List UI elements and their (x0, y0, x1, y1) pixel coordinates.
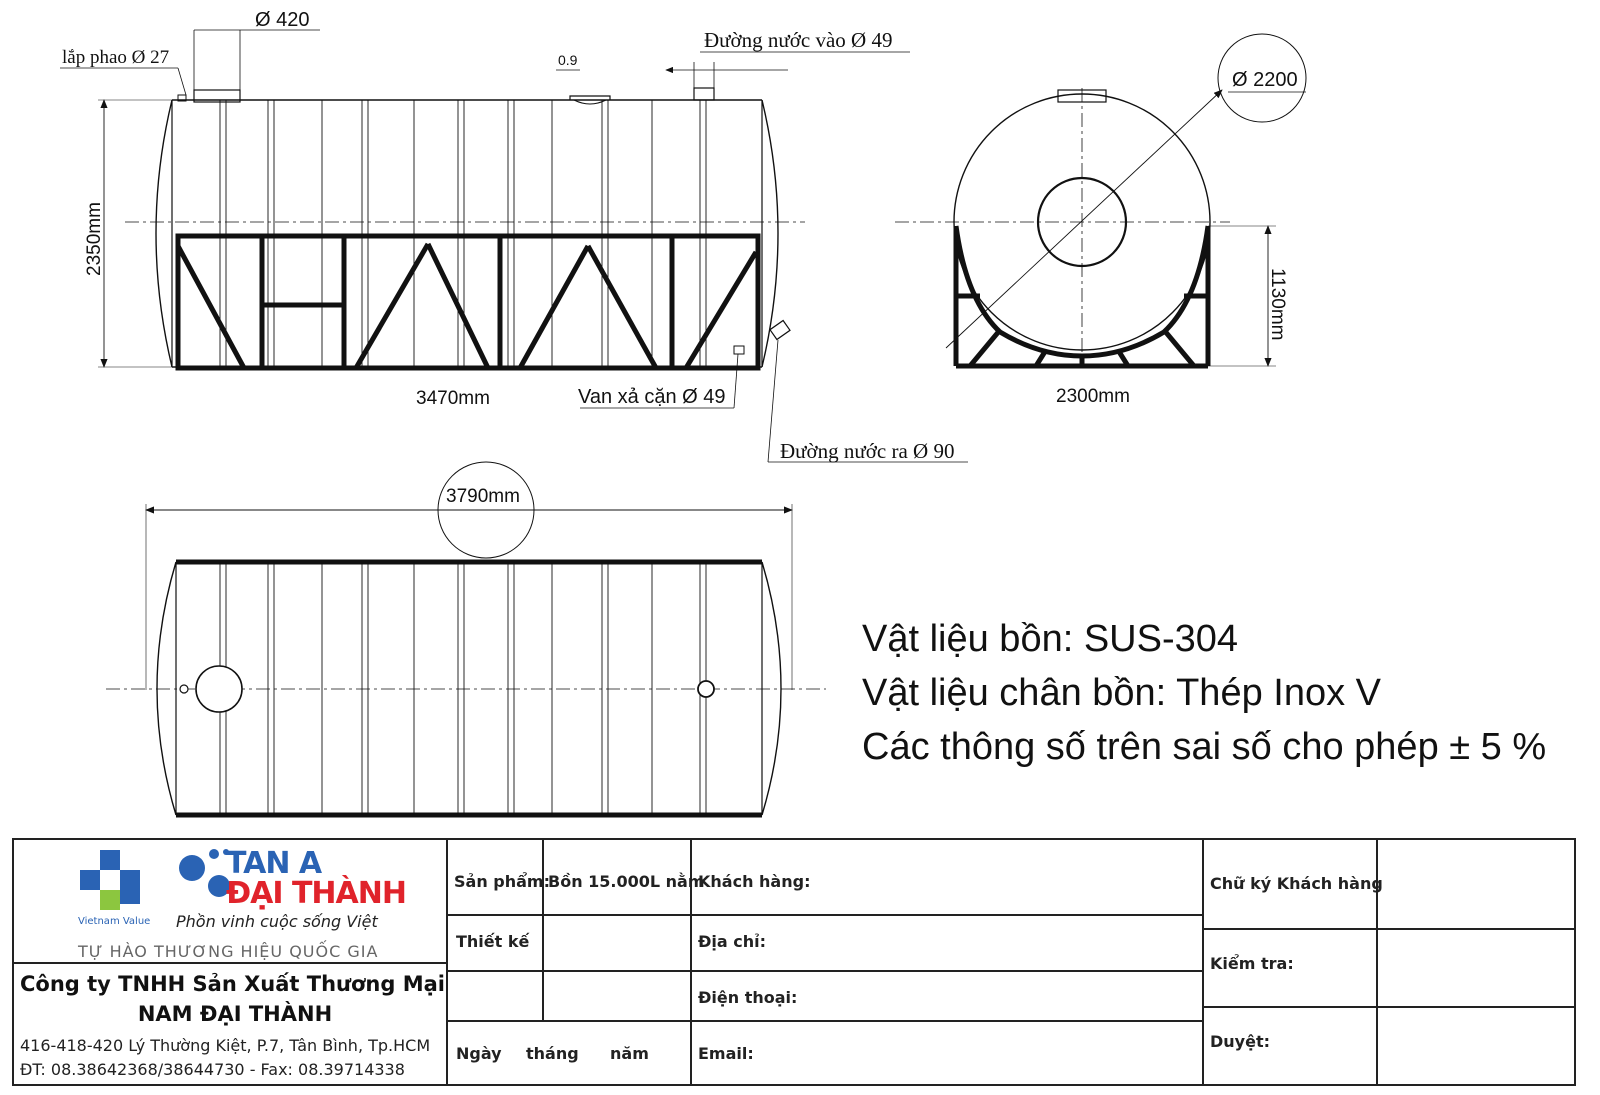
company-address: 416-418-420 Lý Thường Kiệt, P.7, Tân Bình, Tp.HCM (20, 1036, 431, 1055)
tanadaithanh-logo-mark (179, 849, 230, 897)
top-corrugations (220, 562, 706, 815)
company-phone: ĐT: 08.38642368/38644730 - Fax: 08.39714338 (20, 1060, 405, 1079)
drain-valve (734, 346, 744, 354)
support-frame (178, 236, 758, 368)
brand-tan-a: TAN A (226, 846, 322, 881)
top-view (106, 462, 826, 815)
overall-length-label: 3790mm (446, 486, 520, 507)
company-name-line1: Công ty TNHH Sản Xuất Thương Mại (20, 972, 445, 996)
note-stand-material: Vật liệu chân bồn: Thép Inox V (862, 672, 1381, 714)
divider (14, 962, 446, 964)
approve-label: Duyệt: (1210, 1032, 1270, 1051)
signature-label: Chữ ký Khách hàng (1210, 874, 1383, 893)
side-view (60, 30, 968, 462)
email-label: Email: (698, 1044, 754, 1063)
brand-dai-thanh: ĐẠI THÀNH (226, 876, 406, 911)
manhole-dia-label: Ø 420 (255, 9, 310, 31)
address-label: Địa chỉ: (698, 932, 767, 951)
support-length-label: 3470mm (416, 388, 490, 409)
material-notes (862, 612, 1546, 774)
float-valve-label: lắp phao Ø 27 (62, 47, 170, 68)
product-value: Bồn 15.000L nằm (548, 872, 705, 891)
title-block (12, 838, 1576, 1086)
note-tank-material: Vật liệu bồn: SUS-304 (862, 618, 1239, 660)
top-inlet (698, 681, 714, 697)
support-height-label: 1130mm (1267, 268, 1288, 341)
tank-left-cap (156, 100, 172, 367)
vietnam-value-text: Vietnam Value (78, 916, 151, 927)
inlet-label: Đường nước vào Ø 49 (704, 28, 893, 52)
design-label: Thiết kế (456, 932, 530, 951)
proud-brand-text: TỰ HÀO THƯƠNG HIỆU QUỐC GIA (78, 942, 379, 961)
slogan: Phồn vinh cuộc sống Việt (176, 912, 378, 931)
phone-label: Điện thoại: (698, 988, 798, 1007)
check-label: Kiểm tra: (1210, 954, 1294, 973)
vent-label: 0.9 (558, 52, 578, 68)
logo-area (14, 840, 456, 962)
height-label: 2350mm (84, 202, 105, 276)
date-day-label: Ngày (456, 1044, 502, 1063)
outlet-pipe (770, 320, 790, 339)
diameter-label: Ø 2200 (1232, 69, 1298, 91)
support-width-label: 2300mm (1056, 386, 1130, 407)
note-tolerance: Các thông số trên sai số cho phép ± 5 % (862, 726, 1547, 768)
drain-label: Van xả cặn Ø 49 (578, 386, 726, 408)
tank-right-cap (762, 100, 778, 367)
product-label: Sản phẩm: (454, 872, 550, 891)
top-manhole (196, 666, 242, 712)
vietnam-value-logo (80, 850, 140, 910)
date-month-label: tháng (526, 1044, 579, 1063)
customer-label: Khách hàng: (698, 872, 811, 891)
company-name-line2: NAM ĐẠI THÀNH (137, 1002, 333, 1026)
inlet-pipe (694, 88, 714, 100)
outlet-label: Đường nước ra Ø 90 (780, 439, 955, 463)
date-year-label: năm (610, 1044, 649, 1063)
